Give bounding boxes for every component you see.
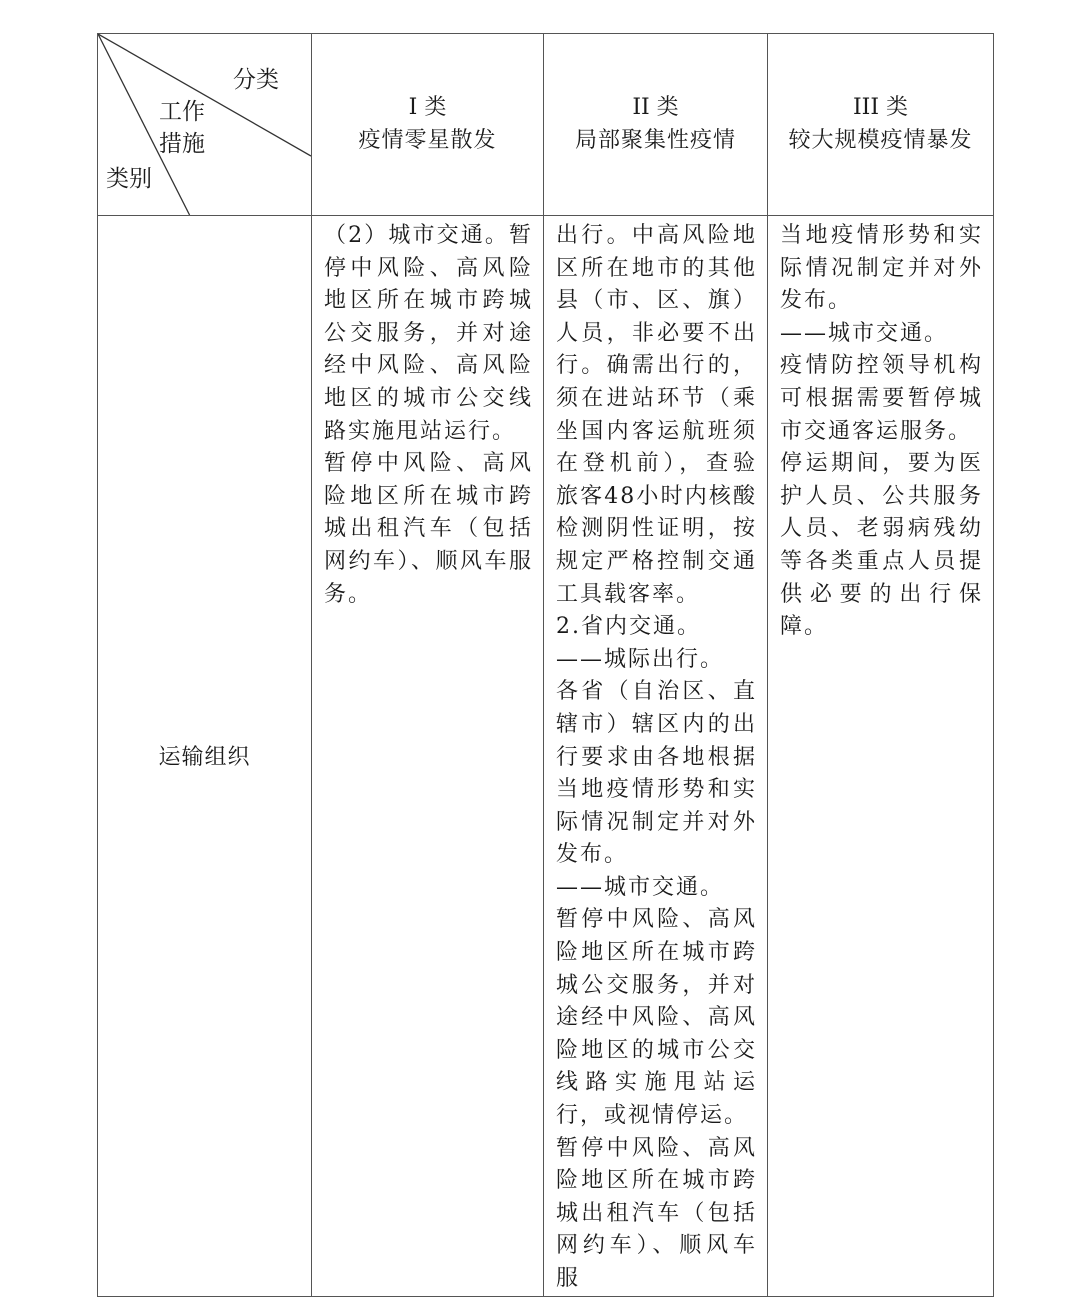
corner-label-type: 类别: [106, 166, 152, 192]
class-2-paragraph: 出行。中高风险地区所在地市的其他县（市、区、旗）人员，非必要不出行。确需出行的，须在进站环节（乘坐国内客运航班须在登机前），查验旅客48小时内核酸检测阴性证明，按规定严格控制交通工具载客率。: [556, 223, 757, 607]
class-3-paragraph: 当地疫情形势和实际情况制定并对外发布。: [780, 223, 983, 314]
class-2-paragraph: 暂停中风险、高风险地区所在城市跨城出租汽车（包括网约车）、顺风车服: [556, 1135, 757, 1291]
class-3-paragraph: 疫情防控领导机构可根据需要暂停城市交通客运服务。: [780, 353, 983, 444]
diagonal-header-cell: [98, 34, 312, 216]
header-class-1: [312, 34, 544, 216]
class-2-measures-cell: [544, 216, 768, 1297]
class-2-paragraph: ——城际出行。: [556, 646, 725, 672]
transport-row: [98, 216, 994, 1297]
class-1-paragraph: （2）城市交通。暂停中风险、高风险地区所在城市跨城公交服务，并对途经中风险、高风险地区的城市公交线路实施甩站运行。: [324, 223, 533, 444]
corner-label-category: 分类: [233, 67, 279, 93]
class-1-label: I 类: [408, 95, 447, 120]
class-1-measures-cell: [312, 216, 544, 1297]
measures-table: [97, 33, 994, 1297]
class-1-paragraph: 暂停中风险、高风险地区所在城市跨城出租汽车（包括网约车）、顺风车服务。: [324, 451, 533, 607]
class-3-measures-cell: [768, 216, 994, 1297]
class-2-paragraph: ——城市交通。: [556, 874, 725, 900]
class-3-label: III 类: [852, 95, 909, 120]
class-2-paragraph: 暂停中风险、高风险地区所在城市跨城公交服务，并对途经中风险、高风险地区的城市公交线路实施甩站运行，或视情停运。: [556, 907, 757, 1129]
header-class-3: [768, 34, 994, 216]
corner-label-measures: 工作措施: [159, 99, 205, 157]
row-label-transport-organization: 运输组织: [98, 216, 312, 1297]
class-1-description: 疫情零星散发: [358, 128, 497, 153]
class-3-description: 较大规模疫情暴发: [788, 128, 973, 153]
class-3-paragraph: 停运期间，要为医护人员、公共服务人员、老弱病残幼等各类重点人员提供必要的出行保障。: [780, 451, 983, 640]
class-2-paragraph: 2.省内交通。: [556, 614, 701, 640]
class-2-label: II 类: [632, 95, 679, 120]
header-class-2: [544, 34, 768, 216]
header-row: [98, 34, 994, 216]
class-3-paragraph: ——城市交通。: [780, 320, 949, 346]
class-2-description: 局部聚集性疫情: [574, 128, 736, 153]
class-2-paragraph: 各省（自治区、直辖市）辖区内的出行要求由各地根据当地疫情形势和实际情况制定并对外发布。: [556, 679, 757, 868]
